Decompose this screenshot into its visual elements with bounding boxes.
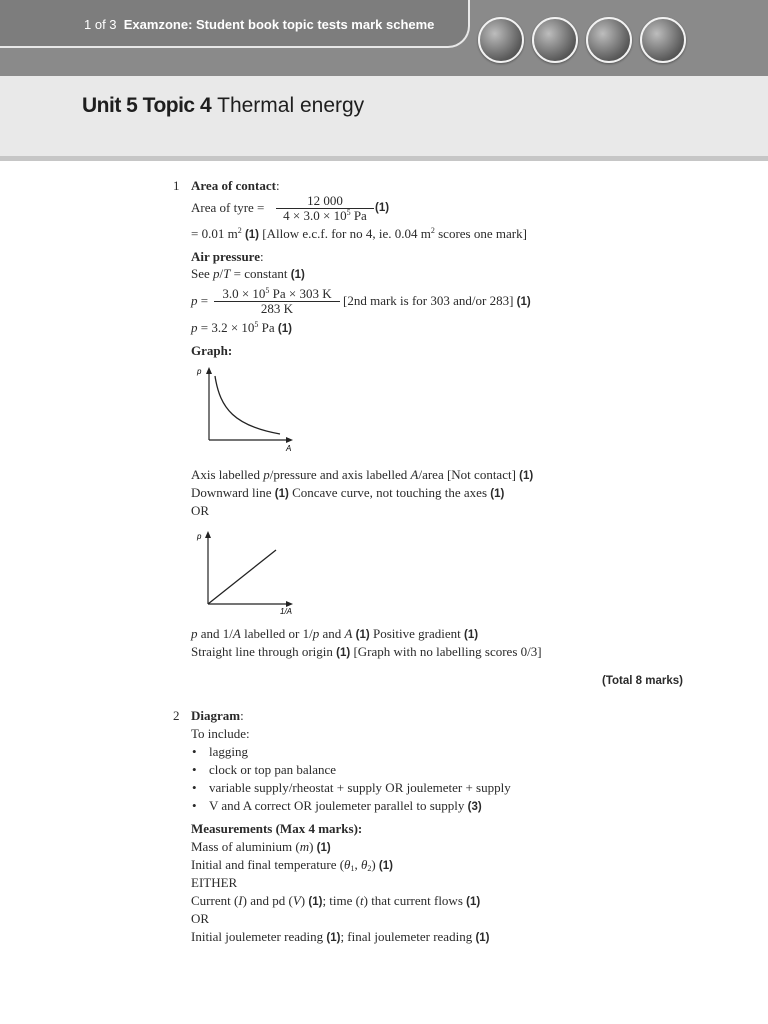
graph2-x-label: 1/A	[280, 607, 293, 616]
graph1-x-arrow	[286, 437, 293, 443]
title-divider	[0, 156, 768, 161]
q1-result-line: = 0.01 $m^2$ (1) [Allow e.c.f. for no 4, ie. 0.04 $m^2$ scores one mark]	[191, 226, 527, 241]
q1-p-lhs: p =	[191, 293, 209, 308]
q2-or: OR	[191, 911, 210, 926]
q2-bullet-4-line: V and A correct OR joulemeter parallel to supply (3)	[209, 798, 482, 813]
q1-p-note-line: [2nd mark is for 303 and/or 283] (1)	[343, 293, 531, 308]
header-tab	[0, 0, 470, 48]
graph1-x-label: A	[286, 444, 292, 453]
bullet-dot: •	[192, 780, 197, 795]
graph1-y-arrow	[206, 367, 212, 374]
graph2-y-label: p	[197, 532, 202, 541]
q1-graph-straight	[190, 527, 302, 619]
header-photo-4	[640, 17, 686, 63]
q2-diagram-heading: Diagram	[191, 708, 241, 723]
q1-p-denominator: 283 K	[260, 301, 294, 316]
book-title: Examzone: Student book topic tests mark scheme	[123, 17, 435, 32]
q1-number: 1	[173, 178, 180, 193]
q2-temperature-line: Initial and final temperature ($\theta_1$, $\theta_2$) (1)	[191, 857, 393, 873]
q2-either: EITHER	[191, 875, 238, 890]
q2-number: 2	[173, 708, 180, 723]
q1-see-line: See p/T = constant (1)	[191, 266, 305, 281]
q1-or: OR	[191, 503, 210, 518]
q1-straight-line: Straight line through origin (1) [Graph with no labelling scores 0/3]	[191, 644, 542, 659]
bullet-dot: •	[192, 798, 197, 813]
q1-area-heading-line: Area of contact:	[191, 178, 280, 193]
bullet-dot: •	[192, 762, 197, 777]
q2-include: To include:	[191, 726, 250, 741]
q1-total-marks: (Total 8 marks)	[602, 675, 683, 687]
page-title	[82, 94, 364, 118]
graph1-y-label: p	[197, 367, 202, 376]
topic-label: Thermal energy	[217, 94, 365, 117]
q2-bullet-1: lagging	[209, 744, 248, 759]
graph2-y-arrow	[205, 531, 211, 538]
header-photo-2	[532, 17, 578, 63]
q1-graph-curve	[190, 364, 300, 456]
header-text	[84, 17, 434, 32]
q1-p-result-line: $p = 3.2 \times 10^5$ Pa (1)	[191, 320, 292, 335]
q2-diagram-heading-line: Diagram:	[191, 708, 244, 723]
q1-p-numerator: $3.0 \times 10^5$ Pa × 303 K	[222, 286, 332, 301]
header-photo-1	[478, 17, 524, 63]
q1-area-heading: Area of contact	[191, 178, 276, 193]
q1-air-heading: Air pressure	[191, 249, 260, 264]
q2-bullet-2: clock or top pan balance	[209, 762, 337, 777]
q2-mass-line: Mass of aluminium (m) (1)	[191, 839, 331, 854]
page-info: 1 of 3	[84, 17, 117, 32]
q1-tyre-lhs: Area of tyre =	[191, 200, 265, 215]
header-photo-3	[586, 17, 632, 63]
graph2-line	[208, 550, 276, 604]
unit-label: Unit 5 Topic 4	[82, 94, 212, 117]
q1-air-heading-line: Air pressure:	[191, 249, 264, 264]
q1-graph-heading: Graph:	[191, 343, 233, 358]
q2-current-line: Current (I) and pd (V) (1); time (t) that current flows (1)	[191, 893, 481, 908]
q1-tyre-denominator: $4 \times 3.0 \times 10^5$ Pa	[283, 208, 367, 223]
q2-measurements-heading: Measurements (Max 4 marks):	[191, 821, 363, 836]
q1-mark-1: (1)	[375, 202, 390, 214]
q1-axis-line: Axis labelled p/pressure and axis labelled A/area [Not contact] (1)	[191, 467, 534, 482]
q2-bullet-4: V and A correct OR joulemeter parallel to supply	[209, 798, 468, 813]
q2-joulemeter-line: Initial joulemeter reading (1); final joulemeter reading (1)	[191, 929, 490, 944]
q1-downward-line: Downward line (1) Concave curve, not touching the axes (1)	[191, 485, 505, 500]
q1-tyre-numerator: 12 000	[307, 193, 343, 208]
q1-labelled-line: p and 1/A labelled or 1/p and A (1) Positive gradient (1)	[191, 626, 479, 641]
header-bar	[0, 0, 768, 76]
graph1-curve	[215, 376, 280, 434]
q2-bullet-3: variable supply/rheostat + supply OR joulemeter + supply	[209, 780, 511, 795]
bullet-dot: •	[192, 744, 197, 759]
